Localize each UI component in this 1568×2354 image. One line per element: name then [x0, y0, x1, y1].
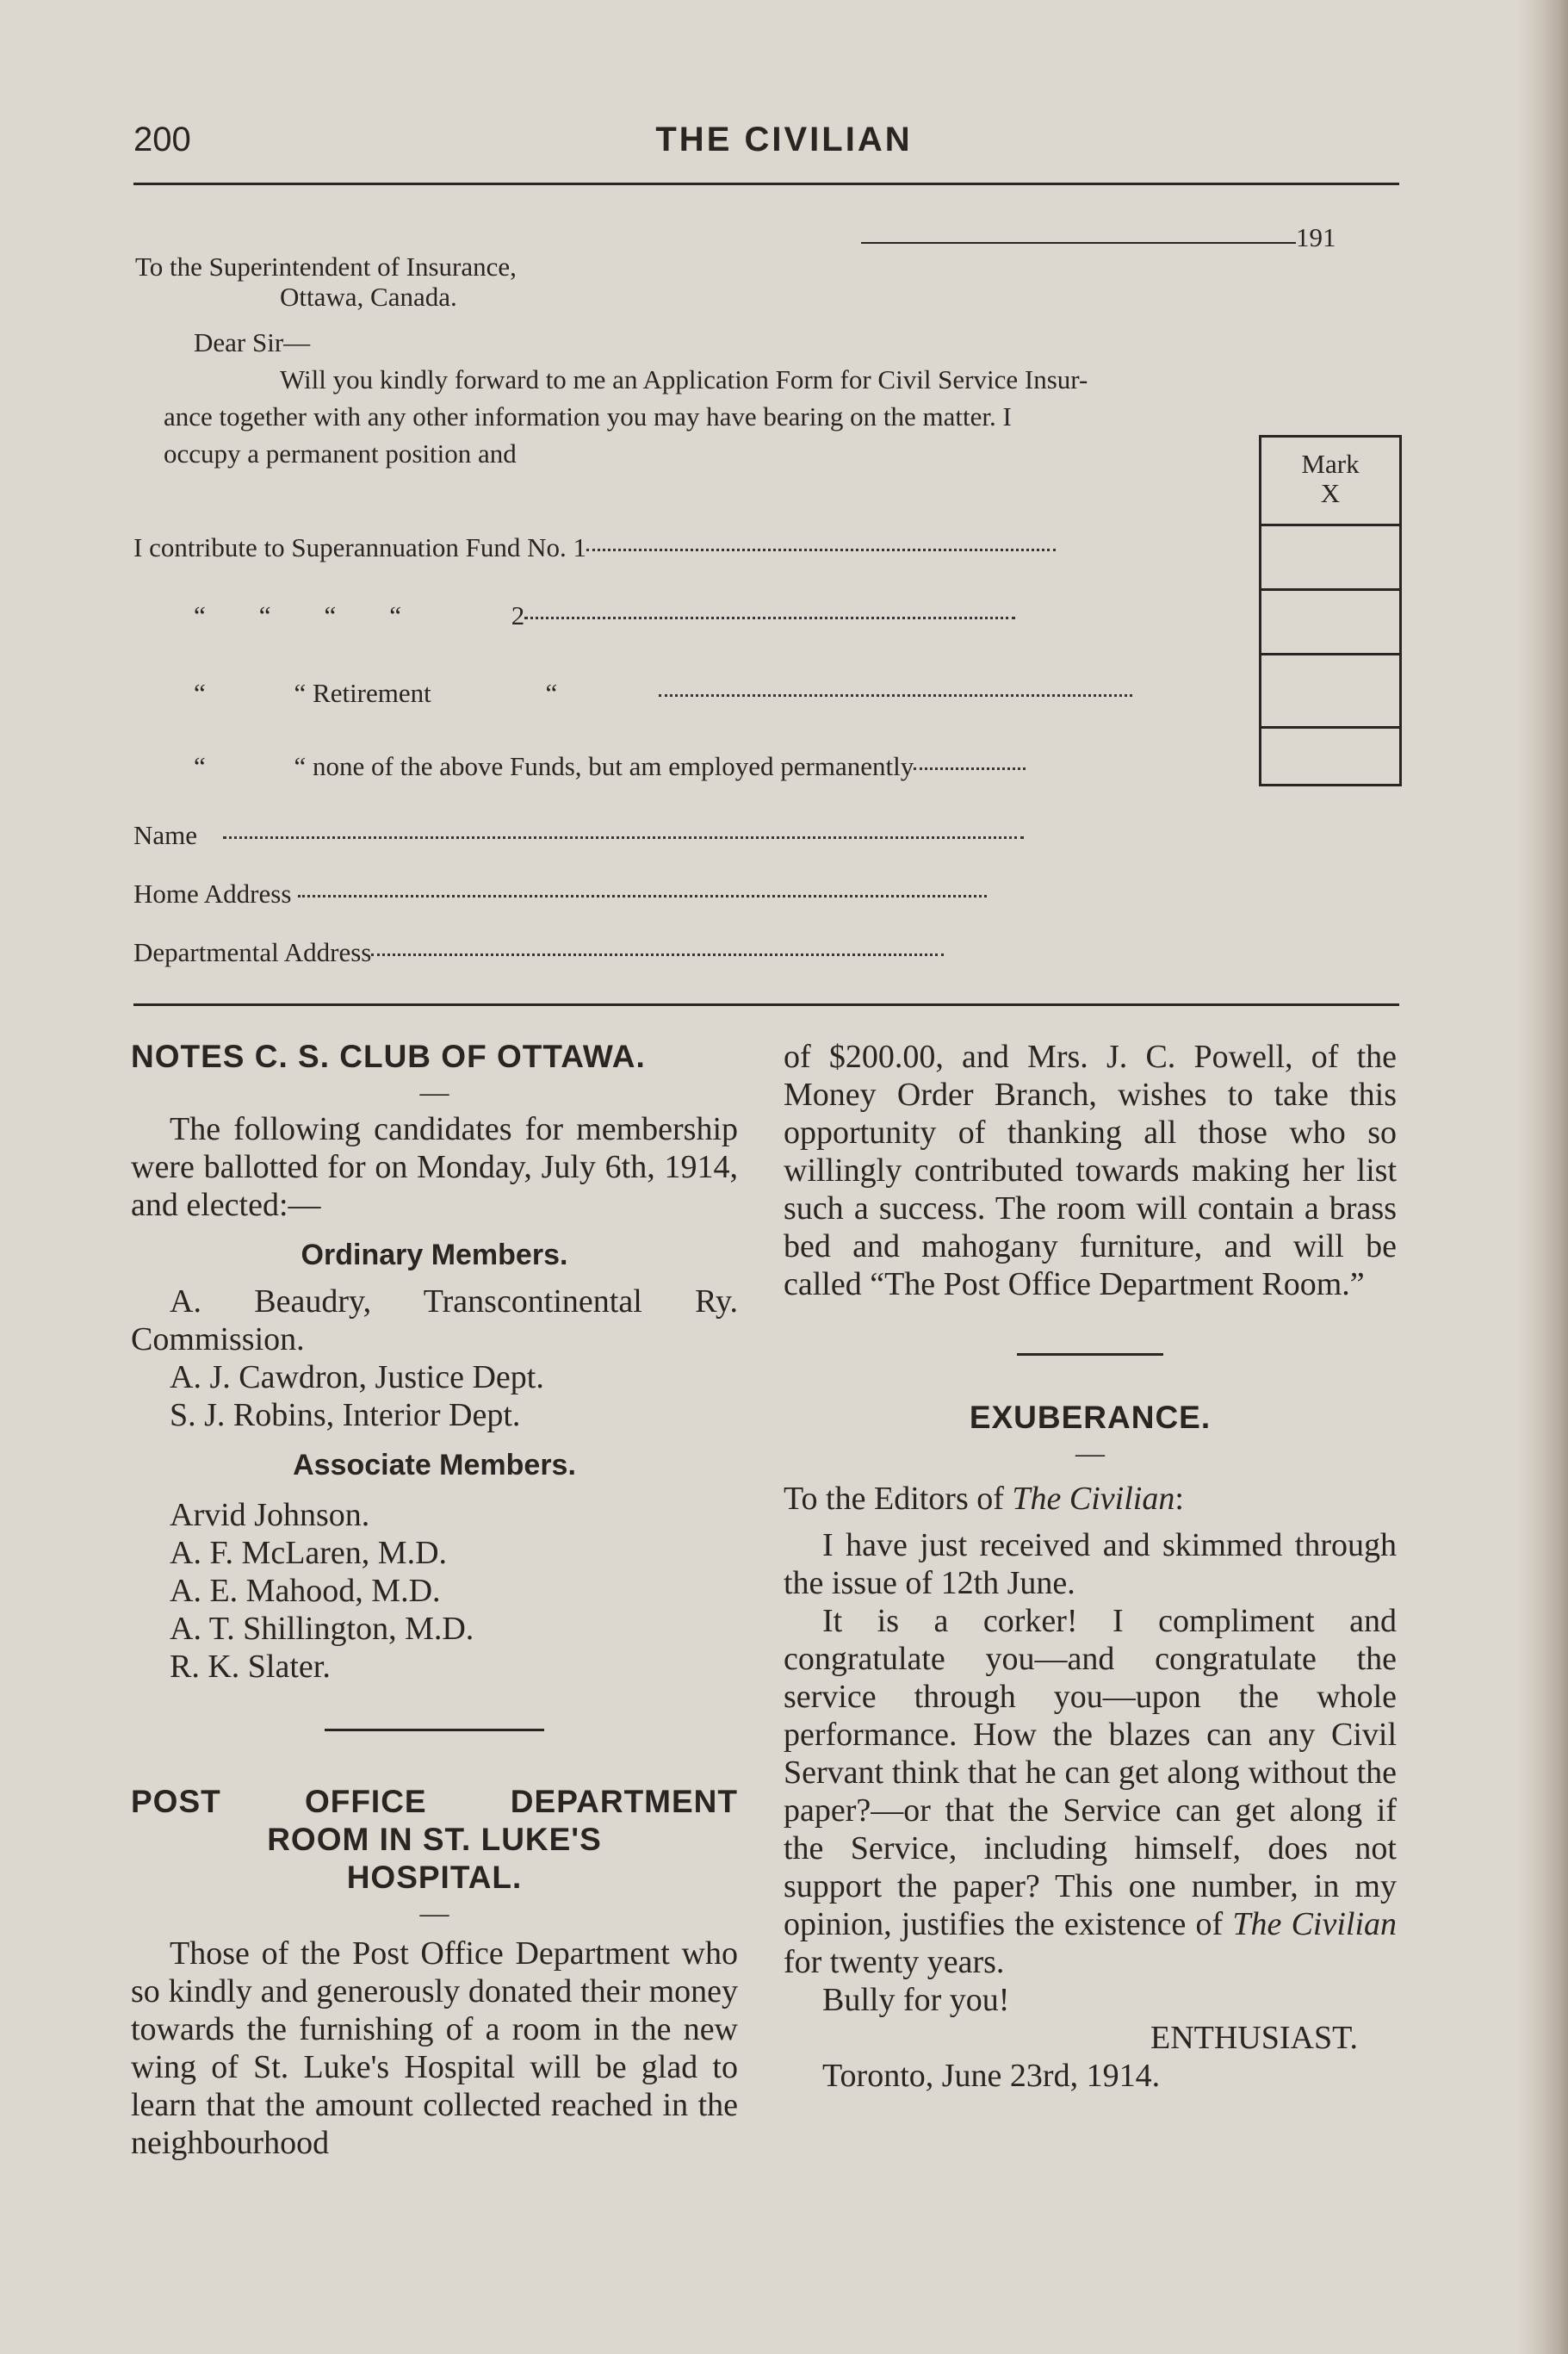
year-suffix: 191	[1296, 222, 1336, 252]
mark-checkbox-fund-1[interactable]	[1261, 524, 1399, 526]
ordinary-member-3: S. J. Robins, Interior Dept.	[170, 1397, 521, 1433]
notes-dash: —	[419, 1077, 449, 1109]
mark-checkbox-fund-2[interactable]	[1261, 588, 1399, 591]
fund-2-quotes: “ “ “ “	[194, 600, 402, 630]
book-spine-shadow	[1516, 0, 1568, 2354]
form-body-line-1: Will you kindly forward to me an Application Form for Civil Service Insur-	[280, 364, 1088, 394]
left-separator	[325, 1729, 544, 1731]
associate-member-2: A. F. McLaren, M.D.	[170, 1535, 448, 1571]
salutation: Dear Sir—	[194, 327, 311, 357]
letter-paragraph-2	[784, 1602, 1397, 1981]
mark-x: X	[1320, 478, 1341, 508]
ordinary-members-heading: Ordinary Members.	[301, 1239, 568, 1271]
mark-box-bottom	[1261, 784, 1399, 786]
to-editors-publication: The Civilian	[1012, 1481, 1175, 1517]
to-editors-suffix: :	[1174, 1481, 1184, 1517]
post-office-dash: —	[419, 1897, 449, 1929]
associate-member-5: R. K. Slater.	[170, 1649, 331, 1685]
post-office-paragraph: Those of the Post Office Department who so kindly and generously donated their money towards the furnishing of a room in the new wing of St. Luke's Hospital will be glad to learn that the amount collected reached in the neighbourhood	[131, 1935, 738, 2161]
page-title: THE CIVILIAN	[655, 121, 913, 158]
letter-dateline: Toronto, June 23rd, 1914.	[822, 2058, 1161, 2094]
exuberance-dash: —	[1075, 1438, 1105, 1469]
header-rule	[133, 183, 1399, 185]
notes-paragraph: The following candidates for membership were ballotted for on Monday, July 6th, 1914, and elected:—	[131, 1111, 738, 1223]
exuberance-heading: EXUBERANCE.	[969, 1400, 1212, 1435]
date-line	[861, 222, 1336, 253]
page-number: 200	[133, 121, 191, 158]
address-line-1: To the Superintendent of Insurance,	[135, 252, 517, 282]
fund-3-quote-2: “	[545, 678, 558, 708]
associate-member-3: A. E. Mahood, M.D.	[170, 1573, 441, 1609]
name-label: Name	[133, 820, 198, 850]
post-office-heading-3: HOSPITAL.	[346, 1860, 523, 1895]
fund-4-quote: “	[194, 751, 206, 781]
associate-member-1: Arvid Johnson.	[170, 1497, 370, 1533]
right-column	[784, 1038, 1397, 2095]
mark-checkbox-retirement[interactable]	[1261, 653, 1399, 655]
fund-1-row	[133, 532, 1056, 563]
fund-2-row	[194, 600, 1015, 631]
fund-4-row	[194, 751, 1026, 782]
associate-member-4: A. T. Shillington, M.D.	[170, 1611, 474, 1647]
to-editors-prefix: To the Editors of	[784, 1481, 1013, 1517]
form-body-line-3: occupy a permanent position and	[164, 438, 517, 469]
departmental-address-label: Departmental Address	[133, 937, 372, 967]
post-office-heading-2: ROOM IN ST. LUKE'S	[267, 1822, 602, 1857]
notes-heading: NOTES C. S. CLUB OF OTTAWA.	[131, 1039, 646, 1074]
letter-paragraph-1: I have just received and skimmed through the issue of 12th June.	[784, 1527, 1397, 1601]
to-editors-line	[784, 1480, 1397, 1518]
fund-2-number: 2	[511, 600, 525, 630]
fund-3-row	[194, 678, 1132, 709]
mark-box	[1259, 435, 1402, 786]
fund-3-label: “ Retirement	[294, 678, 431, 708]
letter-paragraph-2-text: It is a corker! I compliment and congratulate you—and congratulate the service through you—upon the whole performance. How the blazes can any Civil Servant think that he can get along without the paper?—or that the Service can get along if the Service, including himself, does not support the paper? This one number, in my opinion, justifies the existence of	[784, 1603, 1397, 1942]
letter-paragraph-3: Bully for you!	[822, 1982, 1010, 2018]
name-field[interactable]	[133, 820, 1024, 851]
fund-3-quote: “	[194, 678, 206, 708]
form-body-line-2: ance together with any other information you may have bearing on the matter. I	[164, 401, 1012, 432]
right-separator	[1017, 1353, 1163, 1356]
fund-1-label: I contribute to Superannuation Fund No. 1	[133, 532, 587, 562]
post-office-continued: of $200.00, and Mrs. J. C. Powell, of the Money Order Branch, wishes to take this opportunity of thanking all those who so willingly contributed towards making her list such a success. The room will contain a brass bed and mahogany furniture, and will be called “The Post Office Department Room.”	[784, 1039, 1397, 1302]
mark-label: Mark	[1301, 449, 1360, 479]
associate-members-heading: Associate Members.	[293, 1449, 576, 1481]
address-line-2: Ottawa, Canada.	[280, 282, 457, 312]
section-rule	[133, 1003, 1399, 1006]
letter-paragraph-2-end: for twenty years.	[784, 1944, 1005, 1980]
ordinary-member-1: A. Beaudry, Transcontinental Ry. Commission.	[131, 1283, 738, 1357]
mark-checkbox-none[interactable]	[1261, 726, 1399, 729]
letter-paragraph-2-publication: The Civilian	[1232, 1906, 1398, 1942]
ordinary-member-2: A. J. Cawdron, Justice Dept.	[170, 1359, 544, 1395]
home-address-field[interactable]	[133, 879, 987, 910]
departmental-address-field[interactable]	[133, 937, 944, 968]
mark-box-header	[1261, 450, 1399, 508]
fund-4-label: “ none of the above Funds, but am employed permanently	[294, 751, 914, 781]
post-office-heading-1: POST OFFICE DEPARTMENT	[131, 1784, 738, 1819]
letter-signature: ENTHUSIAST.	[1150, 2020, 1358, 2056]
home-address-label: Home Address	[133, 879, 292, 909]
left-column	[131, 1038, 738, 2162]
